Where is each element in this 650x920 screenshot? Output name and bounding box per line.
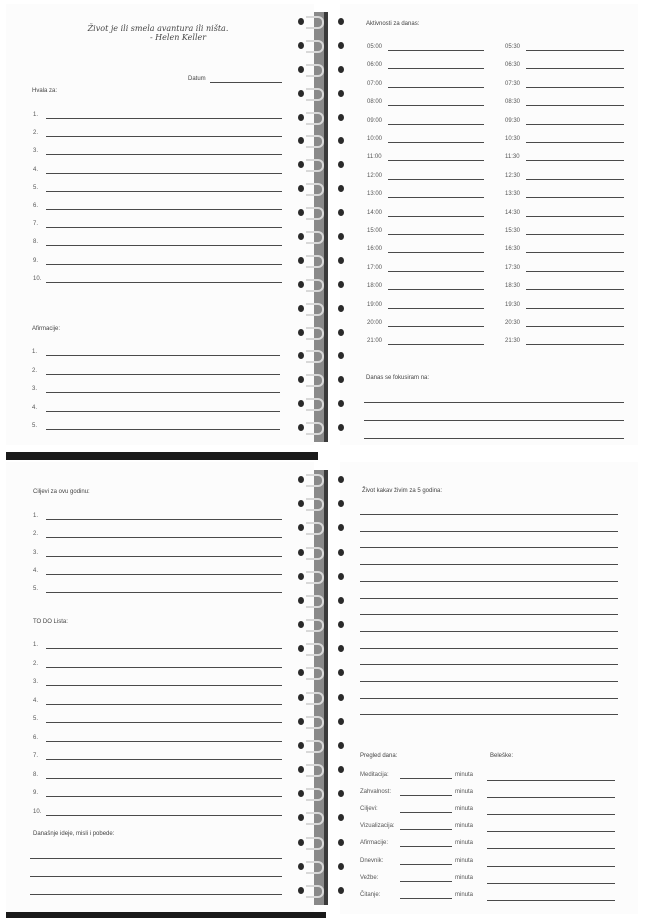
binding-hole-right — [338, 597, 344, 604]
time-label-left: 21:00 — [367, 338, 383, 345]
time-line-left[interactable] — [388, 50, 484, 51]
ideas-line-1[interactable] — [30, 858, 282, 859]
time-line-left[interactable] — [388, 105, 484, 106]
binding-hole-right — [338, 18, 344, 25]
spiral-ring — [306, 374, 324, 387]
todo-item-number: 6. — [33, 734, 39, 741]
review-item-line[interactable] — [400, 812, 452, 813]
time-label-left: 17:00 — [367, 264, 383, 271]
bottom-edge — [6, 912, 326, 918]
binding-hole-left — [298, 597, 304, 604]
ideas-line-3[interactable] — [30, 894, 282, 895]
gratitude-item-number: 9. — [33, 257, 39, 264]
top-left-page — [6, 4, 314, 445]
time-label-right: 05:30 — [505, 44, 521, 50]
time-line-right[interactable] — [526, 216, 624, 217]
binding-hole-right — [338, 281, 344, 288]
goals-heading: Ciljevi za ovu godinu: — [33, 489, 90, 495]
time-label-right: 14:30 — [505, 209, 521, 216]
time-line-right[interactable] — [526, 271, 624, 272]
binding-hole-right — [338, 476, 344, 483]
gratitude-item-line[interactable] — [46, 118, 282, 119]
time-label-left: 05:00 — [367, 44, 383, 50]
spiral-ring — [306, 571, 324, 584]
binding-hole-left — [298, 305, 304, 312]
gratitude-item-line[interactable] — [46, 282, 282, 283]
spiral-ring — [306, 522, 324, 535]
time-line-left[interactable] — [388, 271, 484, 272]
time-label-right: 07:30 — [505, 80, 521, 87]
gratitude-item-line[interactable] — [46, 264, 282, 265]
review-item-unit: minuta — [455, 857, 474, 864]
affirmation-item-number: 4. — [32, 404, 38, 411]
affirmation-item-line[interactable] — [46, 429, 280, 430]
binding-strip-dark — [324, 12, 328, 442]
time-label-left: 09:00 — [367, 117, 383, 124]
review-item-line[interactable] — [400, 829, 452, 830]
life-line[interactable] — [360, 698, 618, 699]
time-line-right[interactable] — [526, 344, 624, 345]
review-item-line[interactable] — [400, 795, 452, 796]
binding-hole-right — [338, 549, 344, 556]
time-label-right: 09:30 — [505, 117, 521, 124]
binding-hole-left — [298, 90, 304, 97]
gratitude-heading: Hvala za: — [32, 88, 58, 94]
time-line-left[interactable] — [388, 234, 484, 235]
affirmation-item-number: 1. — [32, 349, 38, 355]
notes-line[interactable] — [487, 780, 615, 781]
time-line-left[interactable] — [388, 197, 484, 198]
life-line[interactable] — [360, 664, 618, 665]
time-label-right: 10:30 — [505, 136, 521, 142]
gratitude-item-line[interactable] — [46, 173, 282, 174]
notes-line[interactable] — [487, 866, 615, 867]
review-item-label: Zahvalnost: — [360, 789, 392, 796]
gratitude-item-line[interactable] — [46, 154, 282, 155]
affirmation-item-number: 5. — [32, 423, 38, 429]
date-label: Datum — [188, 76, 206, 82]
spiral-ring — [306, 643, 324, 656]
affirmation-item-line[interactable] — [46, 355, 280, 356]
time-label-right: 06:30 — [505, 62, 521, 69]
spiral-ring — [306, 350, 324, 363]
ideas-heading: Današnje ideje, misli i pobede: — [33, 831, 115, 837]
spiral-ring — [306, 327, 324, 340]
spiral-ring — [306, 279, 324, 292]
todo-item-line[interactable] — [46, 778, 282, 779]
notes-heading: Beleške: — [490, 753, 514, 759]
binding-hole-right — [338, 694, 344, 701]
todo-item-number: 4. — [33, 697, 39, 704]
binding-hole-right — [338, 766, 344, 773]
gratitude-item-number: 8. — [33, 239, 39, 246]
binding-hole-left — [298, 549, 304, 556]
spiral-ring — [306, 547, 324, 560]
spiral-ring — [306, 422, 324, 435]
spiral-ring — [306, 788, 324, 801]
time-line-right[interactable] — [526, 142, 624, 143]
notes-line[interactable] — [487, 814, 615, 815]
time-line-left[interactable] — [388, 142, 484, 143]
time-line-left[interactable] — [388, 252, 484, 253]
time-line-right[interactable] — [526, 308, 624, 309]
time-line-left[interactable] — [388, 216, 484, 217]
time-label-right: 13:30 — [505, 191, 521, 198]
todo-item-line[interactable] — [46, 667, 282, 668]
binding-hole-left — [298, 329, 304, 336]
quote-author: - Helen Keller — [149, 33, 207, 42]
binding-hole-right — [338, 233, 344, 240]
time-label-right: 17:30 — [505, 264, 521, 271]
review-item-unit: minuta — [455, 874, 474, 881]
todo-item-number: 3. — [33, 679, 39, 685]
time-line-left[interactable] — [388, 308, 484, 309]
binding-hole-right — [338, 257, 344, 264]
focus-line-1[interactable] — [364, 402, 624, 403]
todo-item-line[interactable] — [46, 741, 282, 742]
binding-hole-left — [298, 863, 304, 870]
goal-item-number: 2. — [33, 531, 39, 538]
time-label-right: 11:30 — [505, 154, 520, 161]
review-item-unit: minuta — [455, 891, 474, 898]
time-label-left: 18:00 — [367, 283, 383, 290]
time-label-left: 11:00 — [367, 154, 382, 161]
review-item-label: Vežbe: — [360, 874, 379, 881]
life-line[interactable] — [360, 648, 618, 649]
time-label-left: 10:00 — [367, 136, 383, 142]
spiral-ring — [306, 398, 324, 411]
life-line[interactable] — [360, 514, 618, 515]
review-item-unit: minuta — [455, 806, 474, 813]
time-line-left[interactable] — [388, 179, 484, 180]
review-item-line[interactable] — [400, 846, 452, 847]
spiral-ring — [306, 812, 324, 825]
time-label-left: 12:00 — [367, 172, 383, 179]
binding-hole-right — [338, 66, 344, 73]
spiral-ring — [306, 861, 324, 874]
notes-line[interactable] — [487, 883, 615, 884]
affirmation-item-line[interactable] — [46, 374, 280, 375]
time-label-right: 18:30 — [505, 283, 521, 290]
todo-item-number: 7. — [33, 753, 39, 759]
binding-hole-left — [298, 766, 304, 773]
gratitude-item-line[interactable] — [46, 136, 282, 137]
spiral-ring — [306, 159, 324, 172]
review-item-label: Čitanje: — [360, 891, 381, 898]
affirmation-item-line[interactable] — [46, 411, 280, 412]
todo-item-line[interactable] — [46, 722, 282, 723]
life-line[interactable] — [360, 581, 618, 582]
day-review-heading: Pregled dana: — [360, 753, 398, 759]
time-line-left[interactable] — [388, 289, 484, 290]
time-line-right[interactable] — [526, 87, 624, 88]
todo-item-line[interactable] — [46, 648, 282, 649]
binding-hole-left — [298, 18, 304, 25]
gratitude-item-number: 1. — [33, 112, 39, 118]
time-line-right[interactable] — [526, 68, 624, 69]
time-label-right: 21:30 — [505, 338, 521, 345]
todo-item-line[interactable] — [46, 685, 282, 686]
binding-hole-right — [338, 718, 344, 725]
affirmation-item-number: 3. — [32, 386, 38, 392]
life-line[interactable] — [360, 598, 618, 599]
time-line-left[interactable] — [388, 68, 484, 69]
affirmations-heading: Afirmacije: — [32, 326, 61, 332]
spiral-ring — [306, 303, 324, 316]
time-label-left: 07:00 — [367, 80, 383, 87]
review-item-line[interactable] — [400, 864, 452, 865]
binding-hole-right — [338, 42, 344, 49]
spiral-ring — [306, 16, 324, 29]
binding-hole-right — [338, 887, 344, 894]
spiral-ring — [306, 885, 324, 898]
binding-hole-left — [298, 573, 304, 580]
time-label-left: 15:00 — [367, 228, 383, 234]
review-item-unit: minuta — [455, 789, 474, 796]
binding-hole-left — [298, 257, 304, 264]
binding-hole-left — [298, 281, 304, 288]
binding-hole-right — [338, 329, 344, 336]
review-item-line[interactable] — [400, 898, 452, 899]
binding-hole-left — [298, 621, 304, 628]
ideas-line-2[interactable] — [30, 876, 282, 877]
spiral-ring — [306, 183, 324, 196]
time-label-left: 06:00 — [367, 62, 383, 69]
time-label-right: 15:30 — [505, 228, 521, 234]
time-label-right: 19:30 — [505, 301, 521, 308]
gratitude-item-number: 4. — [33, 166, 39, 173]
binding-hole-right — [338, 621, 344, 628]
life-5-years-heading: Život kakav živim za 5 godina: — [362, 488, 443, 494]
activities-heading: Aktivnosti za danas: — [366, 21, 420, 27]
spiral-ring — [306, 207, 324, 220]
binding-hole-right — [338, 305, 344, 312]
focus-line-3[interactable] — [364, 438, 624, 439]
time-label-left: 19:00 — [367, 301, 383, 308]
binding-hole-left — [298, 694, 304, 701]
spiral-ring — [306, 40, 324, 53]
review-item-line[interactable] — [400, 881, 452, 882]
time-line-right[interactable] — [526, 289, 624, 290]
life-line[interactable] — [360, 547, 618, 548]
time-line-right[interactable] — [526, 179, 624, 180]
review-item-unit: minuta — [455, 823, 474, 830]
binding-hole-left — [298, 42, 304, 49]
binding-hole-left — [298, 839, 304, 846]
time-label-left: 20:00 — [367, 320, 383, 326]
notes-line[interactable] — [487, 848, 615, 849]
gratitude-item-number: 7. — [33, 221, 39, 228]
goal-item-line[interactable] — [46, 519, 282, 520]
life-line[interactable] — [360, 564, 618, 565]
notes-line[interactable] — [487, 831, 615, 832]
gratitude-item-line[interactable] — [46, 227, 282, 228]
time-line-left[interactable] — [388, 124, 484, 125]
goal-item-line[interactable] — [46, 592, 282, 593]
affirmation-item-number: 2. — [32, 367, 38, 374]
binding-hole-left — [298, 476, 304, 483]
time-line-right[interactable] — [526, 124, 624, 125]
goal-item-line[interactable] — [46, 537, 282, 538]
spiral-ring — [306, 135, 324, 148]
time-line-left[interactable] — [388, 344, 484, 345]
review-item-unit: minuta — [455, 840, 474, 847]
binding-hole-right — [338, 573, 344, 580]
life-line[interactable] — [360, 681, 618, 682]
time-label-right: 20:30 — [505, 320, 521, 326]
review-item-unit: minuta — [455, 772, 474, 778]
todo-item-line[interactable] — [46, 759, 282, 760]
time-label-right: 16:30 — [505, 246, 521, 253]
binding-hole-left — [298, 233, 304, 240]
goal-item-line[interactable] — [46, 556, 282, 557]
gratitude-item-number: 5. — [33, 184, 39, 191]
todo-item-line[interactable] — [46, 704, 282, 705]
gratitude-item-line[interactable] — [46, 209, 282, 210]
goal-item-line[interactable] — [46, 574, 282, 575]
binding-hole-right — [338, 742, 344, 749]
spiral-ring — [306, 112, 324, 125]
binding-hole-right — [338, 114, 344, 121]
spiral-ring — [306, 667, 324, 680]
spiral-ring — [306, 619, 324, 632]
spiral-ring — [306, 474, 324, 487]
goal-item-number: 1. — [33, 513, 39, 519]
affirmation-item-line[interactable] — [46, 392, 280, 393]
todo-item-line[interactable] — [46, 815, 282, 816]
gratitude-item-number: 3. — [33, 148, 39, 155]
binding-hole-left — [298, 742, 304, 749]
spiral-ring — [306, 88, 324, 101]
todo-item-number: 5. — [33, 716, 39, 722]
focus-heading: Danas se fokusiram na: — [366, 375, 430, 381]
binding-hole-right — [338, 90, 344, 97]
todo-item-line[interactable] — [46, 796, 282, 797]
time-line-right[interactable] — [526, 105, 624, 106]
time-line-right[interactable] — [526, 234, 624, 235]
bottom-left-page — [6, 462, 314, 914]
goal-item-number: 5. — [33, 586, 39, 593]
time-label-left: 08:00 — [367, 99, 383, 106]
spiral-ring — [306, 692, 324, 705]
binding-hole-left — [298, 66, 304, 73]
time-line-left[interactable] — [388, 160, 484, 161]
time-label-right: 08:30 — [505, 99, 521, 106]
review-item-label: Afirmacije: — [360, 840, 389, 847]
quote-line-1: Život je ili smela avantura ili ništa. — [87, 24, 229, 33]
binding-hole-right — [338, 839, 344, 846]
gratitude-item-line[interactable] — [46, 191, 282, 192]
notes-line[interactable] — [487, 900, 615, 901]
review-item-label: Dnevnik: — [360, 857, 384, 864]
spiral-ring — [306, 231, 324, 244]
time-line-left[interactable] — [388, 87, 484, 88]
gratitude-item-number: 6. — [33, 203, 39, 209]
gratitude-item-number: 10. — [33, 275, 42, 282]
todo-item-number: 1. — [33, 642, 39, 648]
date-line[interactable] — [210, 82, 282, 83]
binding-hole-left — [298, 718, 304, 725]
focus-line-2[interactable] — [364, 420, 624, 421]
time-label-left: 16:00 — [367, 246, 383, 253]
review-item-label: Meditacija: — [360, 772, 389, 778]
gratitude-item-number: 2. — [33, 130, 39, 137]
binding-hole-right — [338, 863, 344, 870]
time-label-left: 14:00 — [367, 209, 383, 216]
review-item-line[interactable] — [400, 778, 452, 779]
goal-item-number: 4. — [33, 567, 39, 574]
spiral-ring — [306, 498, 324, 511]
life-line[interactable] — [360, 714, 618, 715]
time-line-right[interactable] — [526, 197, 624, 198]
life-line[interactable] — [360, 631, 618, 632]
binding-hole-left — [298, 114, 304, 121]
bottom-left-top-edge — [6, 452, 318, 460]
life-line[interactable] — [360, 614, 618, 615]
notes-line[interactable] — [487, 797, 615, 798]
time-line-right[interactable] — [526, 326, 624, 327]
spiral-ring — [306, 716, 324, 729]
spiral-ring — [306, 740, 324, 753]
time-line-right[interactable] — [526, 50, 624, 51]
spiral-ring — [306, 64, 324, 77]
spiral-ring — [306, 255, 324, 268]
life-line[interactable] — [360, 531, 618, 532]
todo-item-number: 10. — [33, 808, 42, 815]
binding-strip-dark — [324, 470, 328, 905]
todo-item-number: 8. — [33, 771, 39, 778]
quote-text — [58, 24, 258, 42]
spiral-ring — [306, 595, 324, 608]
spiral-ring — [306, 837, 324, 850]
gratitude-item-line[interactable] — [46, 245, 282, 246]
goal-item-number: 3. — [33, 549, 39, 556]
review-item-label: Vizualizacija: — [360, 823, 395, 830]
todo-heading: TO DO Lista: — [33, 619, 68, 625]
time-line-left[interactable] — [388, 326, 484, 327]
time-line-right[interactable] — [526, 252, 624, 253]
todo-item-number: 9. — [33, 790, 39, 796]
todo-item-number: 2. — [33, 660, 39, 667]
time-label-left: 13:00 — [367, 191, 383, 198]
time-label-right: 12:30 — [505, 172, 521, 179]
binding-hole-left — [298, 887, 304, 894]
spiral-ring — [306, 764, 324, 777]
time-line-right[interactable] — [526, 160, 624, 161]
review-item-label: Ciljevi: — [360, 806, 378, 813]
